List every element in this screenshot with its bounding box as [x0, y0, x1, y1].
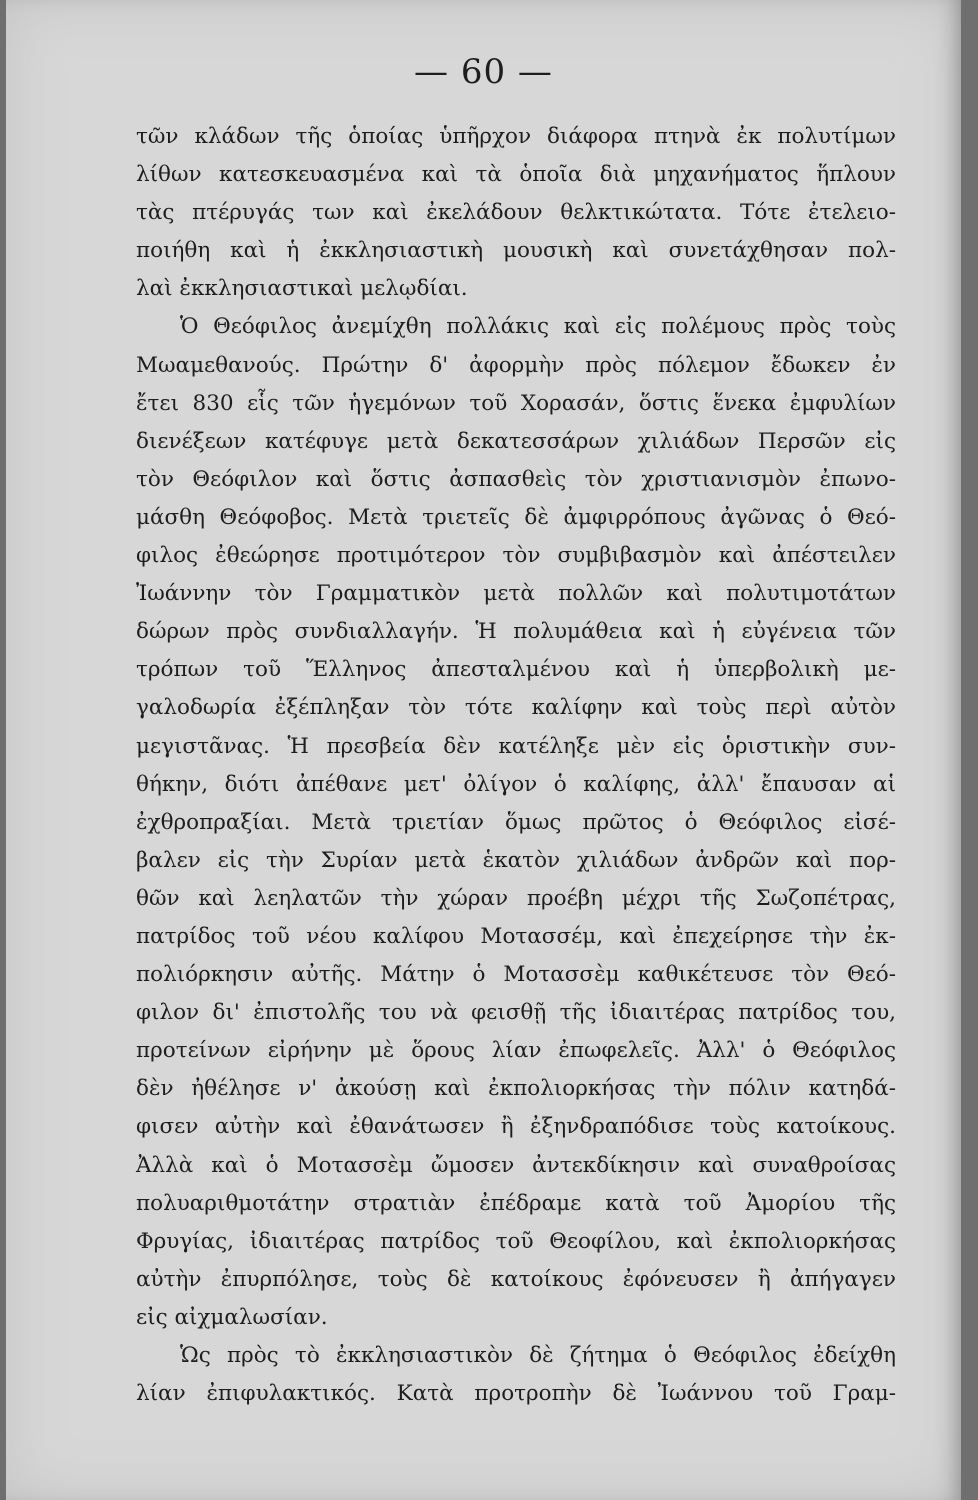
text-line: λίαν ἐπιφυλακτικός. Κατὰ προτροπὴν δὲ Ἰωάννου τοῦ Γραμ-	[136, 1381, 896, 1407]
text-line: θήκην, διότι ἀπέθανε μετ' ὀλίγον ὁ καλίφης, ἀλλ' ἔπαυσαν αἱ	[136, 771, 896, 797]
text-line: πολυαριθμοτάτην στρατιὰν ἐπέδραμε κατὰ τοῦ Ἀμορίου τῆς	[136, 1190, 896, 1216]
book-page	[6, 0, 961, 1500]
paragraph-start-line: Ὁ Θεόφιλος ἀνεμίχθη πολλάκις καὶ εἰς πολέμους πρὸς τοὺς	[180, 314, 896, 340]
text-line: ἔτει 830 εἷς τῶν ἡγεμόνων τοῦ Χορασάν, ὅστις ἕνεκα ἐμφυλίων	[136, 390, 896, 416]
text-line: φισεν αὐτὴν καὶ ἐθανάτωσεν ἢ ἐξηνδραπόδισε τοὺς κατοίκους.	[136, 1114, 896, 1140]
paragraph-start-line: Ὡς πρὸς τὸ ἐκκλησιαστικὸν δὲ ζήτημα ὁ Θεόφιλος ἐδείχθη	[180, 1343, 896, 1368]
text-line: Ἀλλὰ καὶ ὁ Μοτασσὲμ ὤμοσεν ἀντεκδίκησιν καὶ συναθροίσας	[136, 1152, 896, 1178]
text-line: τῶν κλάδων τῆς ὁποίας ὑπῆρχον διάφορα πτηνὰ ἐκ πολυτίμων	[136, 124, 896, 149]
text-line: Φρυγίας, ἰδιαιτέρας πατρίδος τοῦ Θεοφίλου, καὶ ἐκπολιορκήσας	[136, 1228, 896, 1254]
text-line: τὸν Θεόφιλον καὶ ὅστις ἀσπασθεὶς τὸν χριστιανισμὸν ἐπωνο-	[136, 466, 896, 492]
text-line: εἰς αἰχμαλωσίαν.	[136, 1304, 328, 1330]
text-line: δώρων πρὸς συνδιαλλαγήν. Ἡ πολυμάθεια καὶ ἡ εὐγένεια τῶν	[136, 619, 896, 645]
text-line: φιλος ἐθεώρησε προτιμότερον τὸν συμβιβασμὸν καὶ ἀπέστειλεν	[136, 543, 896, 569]
text-line: πολιόρκησιν αὐτῆς. Μάτην ὁ Μοτασσὲμ καθικέτευσε τὸν Θεό-	[136, 962, 896, 988]
text-line: γαλοδωρία ἐξέπληξαν τὸν τότε καλίφην καὶ τοὺς περὶ αὐτὸν	[136, 695, 896, 721]
text-line: πατρίδος τοῦ νέου καλίφου Μοτασσέμ, καὶ ἐπεχείρησε τὴν ἐκ-	[136, 923, 896, 949]
page-number: — 60 —	[414, 52, 553, 92]
text-line: φιλον δι' ἐπιστολῆς του νὰ φεισθῇ τῆς ἰδιαιτέρας πατρίδος του,	[136, 1000, 896, 1026]
text-line: ποιήθη καὶ ἡ ἐκκλησιαστικὴ μουσικὴ καὶ συνετάχθησαν πολ-	[136, 238, 896, 264]
text-line: προτείνων εἰρήνην μὲ ὅρους λίαν ἐπωφελεῖς. Ἀλλ' ὁ Θεόφιλος	[136, 1038, 896, 1064]
body-text	[136, 118, 896, 1413]
text-line: τρόπων τοῦ Ἕλληνος ἀπεσταλμένου καὶ ἡ ὑπερβολικὴ με-	[136, 657, 896, 683]
text-line: θῶν καὶ λεηλατῶν τὴν χώραν προέβη μέχρι τῆς Σωζοπέτρας,	[136, 885, 896, 911]
text-line: διενέξεων κατέφυγε μετὰ δεκατεσσάρων χιλιάδων Περσῶν εἰς	[136, 428, 896, 454]
text-line: ἐχθροπραξίαι. Μετὰ τριετίαν ὅμως πρῶτος ὁ Θεόφιλος εἰσέ-	[136, 809, 896, 835]
text-line: λαὶ ἐκκλησιαστικαὶ μελῳδίαι.	[136, 276, 468, 302]
text-line: βαλεν εἰς τὴν Συρίαν μετὰ ἑκατὸν χιλιάδων ἀνδρῶν καὶ πορ-	[136, 847, 896, 873]
text-line: τὰς πτέρυγάς των καὶ ἐκελάδουν θελκτικώτατα. Τότε ἐτελειο-	[136, 200, 896, 226]
text-line: μεγιστᾶνας. Ἡ πρεσβεία δὲν κατέληξε μὲν εἰς ὁριστικὴν συν-	[136, 733, 896, 759]
text-line: δὲν ἠθέλησε ν' ἀκούσῃ καὶ ἐκπολιορκήσας τὴν πόλιν κατηδά-	[136, 1076, 896, 1102]
text-line: αὐτὴν ἐπυρπόλησε, τοὺς δὲ κατοίκους ἐφόνευσεν ἢ ἀπήγαγεν	[136, 1266, 896, 1292]
text-line: μάσθη Θεόφοβος. Μετὰ τριετεῖς δὲ ἀμφιρρόπους ἀγῶνας ὁ Θεό-	[136, 504, 896, 530]
text-line: λίθων κατεσκευασμένα καὶ τὰ ὁποῖα διὰ μηχανήματος ἥπλουν	[136, 162, 896, 188]
text-line: Μωαμεθανούς. Πρώτην δ' ἀφορμὴν πρὸς πόλεμον ἔδωκεν ἐν	[136, 352, 896, 378]
text-line: Ἰωάννην τὸν Γραμματικὸν μετὰ πολλῶν καὶ πολυτιμοτάτων	[136, 581, 896, 607]
